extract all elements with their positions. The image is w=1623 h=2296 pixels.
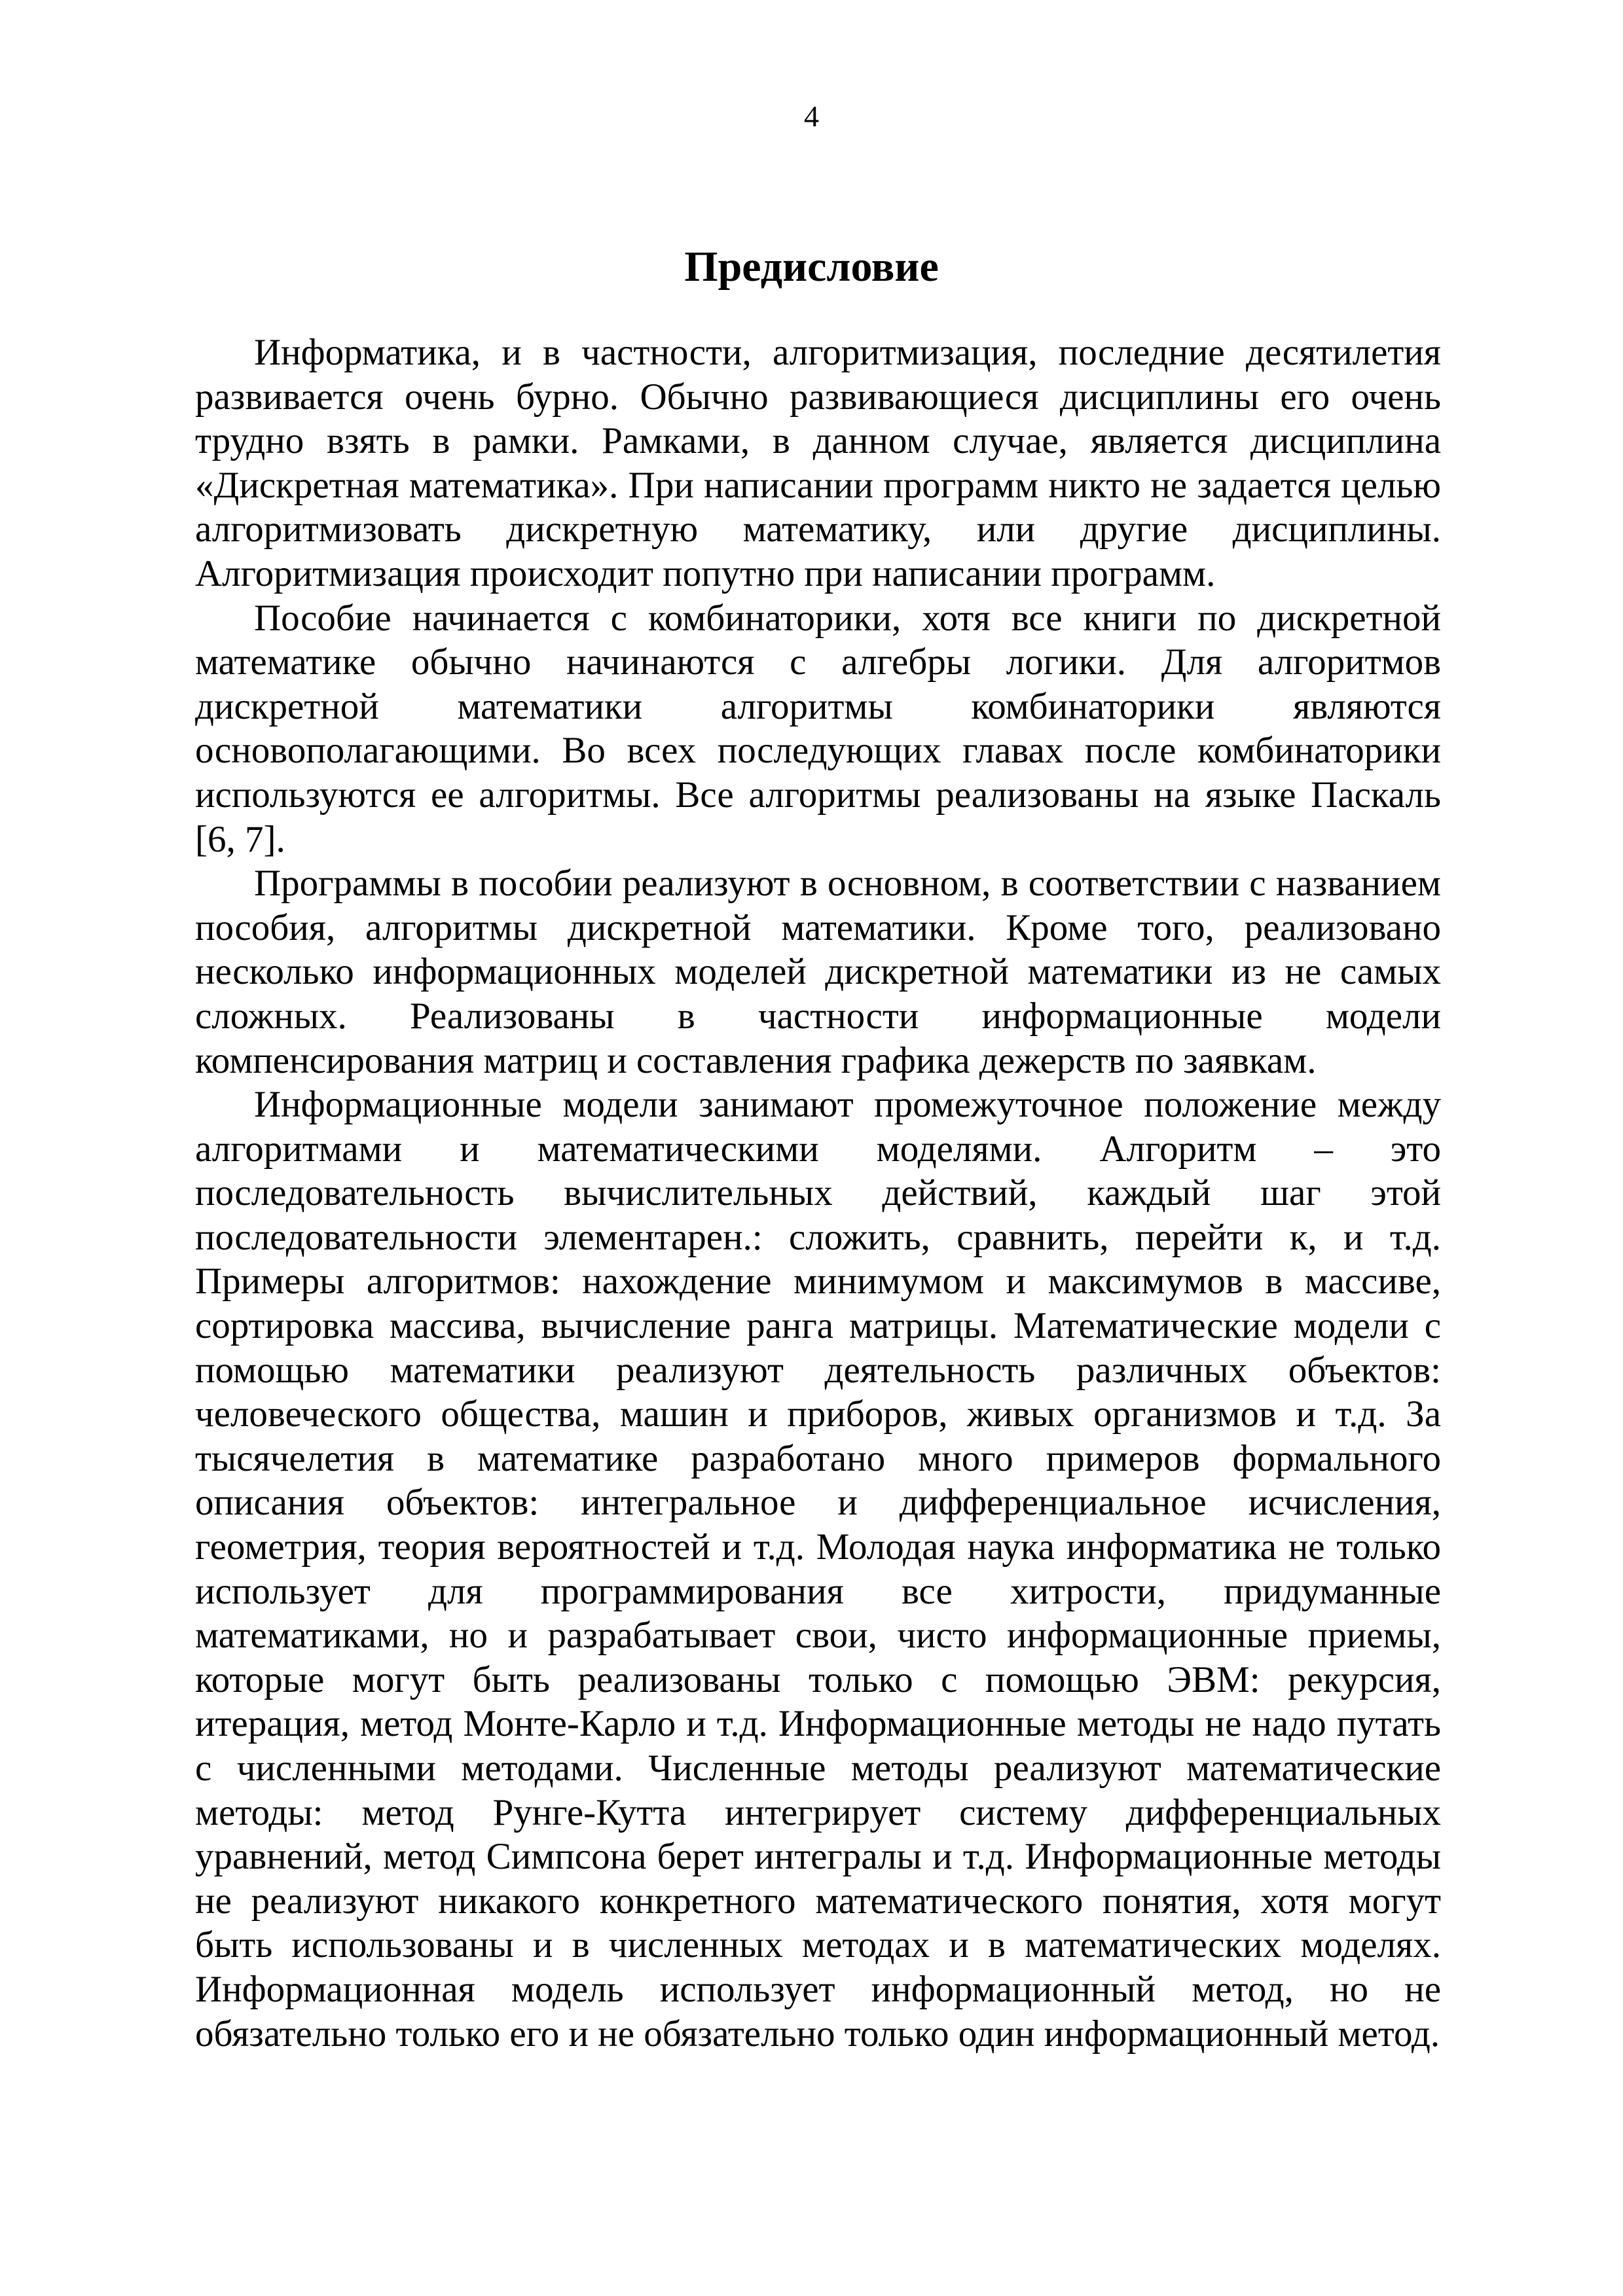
paragraph-programs: Программы в пособии реализуют в основном, в соответствии с названием пособия, алгоритмы дискретной математики. Кроме того, реализовано несколько информационных моделей дискретной математики из не самых сложных. Реализованы в частности информационные модели компенсирования матриц и составления графика дежерств по заявкам. — [195, 863, 1441, 1081]
paragraph-information-models: Информационные модели занимают промежуточное положение между алгоритмами и математическими моделями. Алгоритм – это последовательность вычислительных действий, каждый шаг этой последовательности элементарен.: сложить, сравнить, перейти к, и т.д. Примеры алгоритмов: нахождение минимумом и максимумов в массиве, сортировка массива, вычисление ранга матрицы. Математические модели с помощью математики реализуют деятельность различных объектов: человеческого общества, машин и приборов, живых организмов и т.д. За тысячелетия в математике разработано много примеров формального описания объектов: интегральное и дифференциальное исчисления, геометрия, теория вероятностей и т.д. Молодая наука информатика не только использует для программирования все хитрости, придуманные математиками, но и разрабатывает свои, чисто информационные приемы, которые могут быть реализованы только с помощью ЭВМ: рекурсия, итерация, метод Монте-Карло и т.д. Информационные методы не надо путать с численными методами. Численные методы реализуют математические методы: метод Рунге-Кутта интегрирует систему дифференциальных уравнений, метод Симпсона берет интегралы и т.д. Информационные методы не реализуют никакого конкретного математического понятия, хотя могут быть использованы и в численных методах и в математических моделях. Информационная модель использует информационный метод, но не обязательно только его и не обязательно только один информационный метод. — [195, 1084, 1441, 2054]
page-title: Предисловие — [684, 243, 939, 291]
body-text — [195, 331, 1441, 2056]
paragraph-combinatorics: Пособие начинается с комбинаторики, хотя все книги по дискретной математике обычно начинаются с алгебры логики. Для алгоритмов дискретной математики алгоритмы комбинаторики являются основополагающими. Во всех последующих главах после комбинаторики используются ее алгоритмы. Все алгоритмы реализованы на языке Паскаль [6, 7]. — [195, 597, 1441, 860]
page-number: 4 — [804, 99, 819, 133]
paragraph-intro: Информатика, и в частности, алгоритмизация, последние десятилетия развивается очень бурно. Обычно развивающиеся дисциплины его очень трудно взять в рамки. Рамками, в данном случае, является дисциплина «Дискретная математика». При написании программ никто не задается целью алгоритмизовать дискретную математику, или другие дисциплины. Алгоритмизация происходит попутно при написании программ. — [195, 332, 1441, 594]
